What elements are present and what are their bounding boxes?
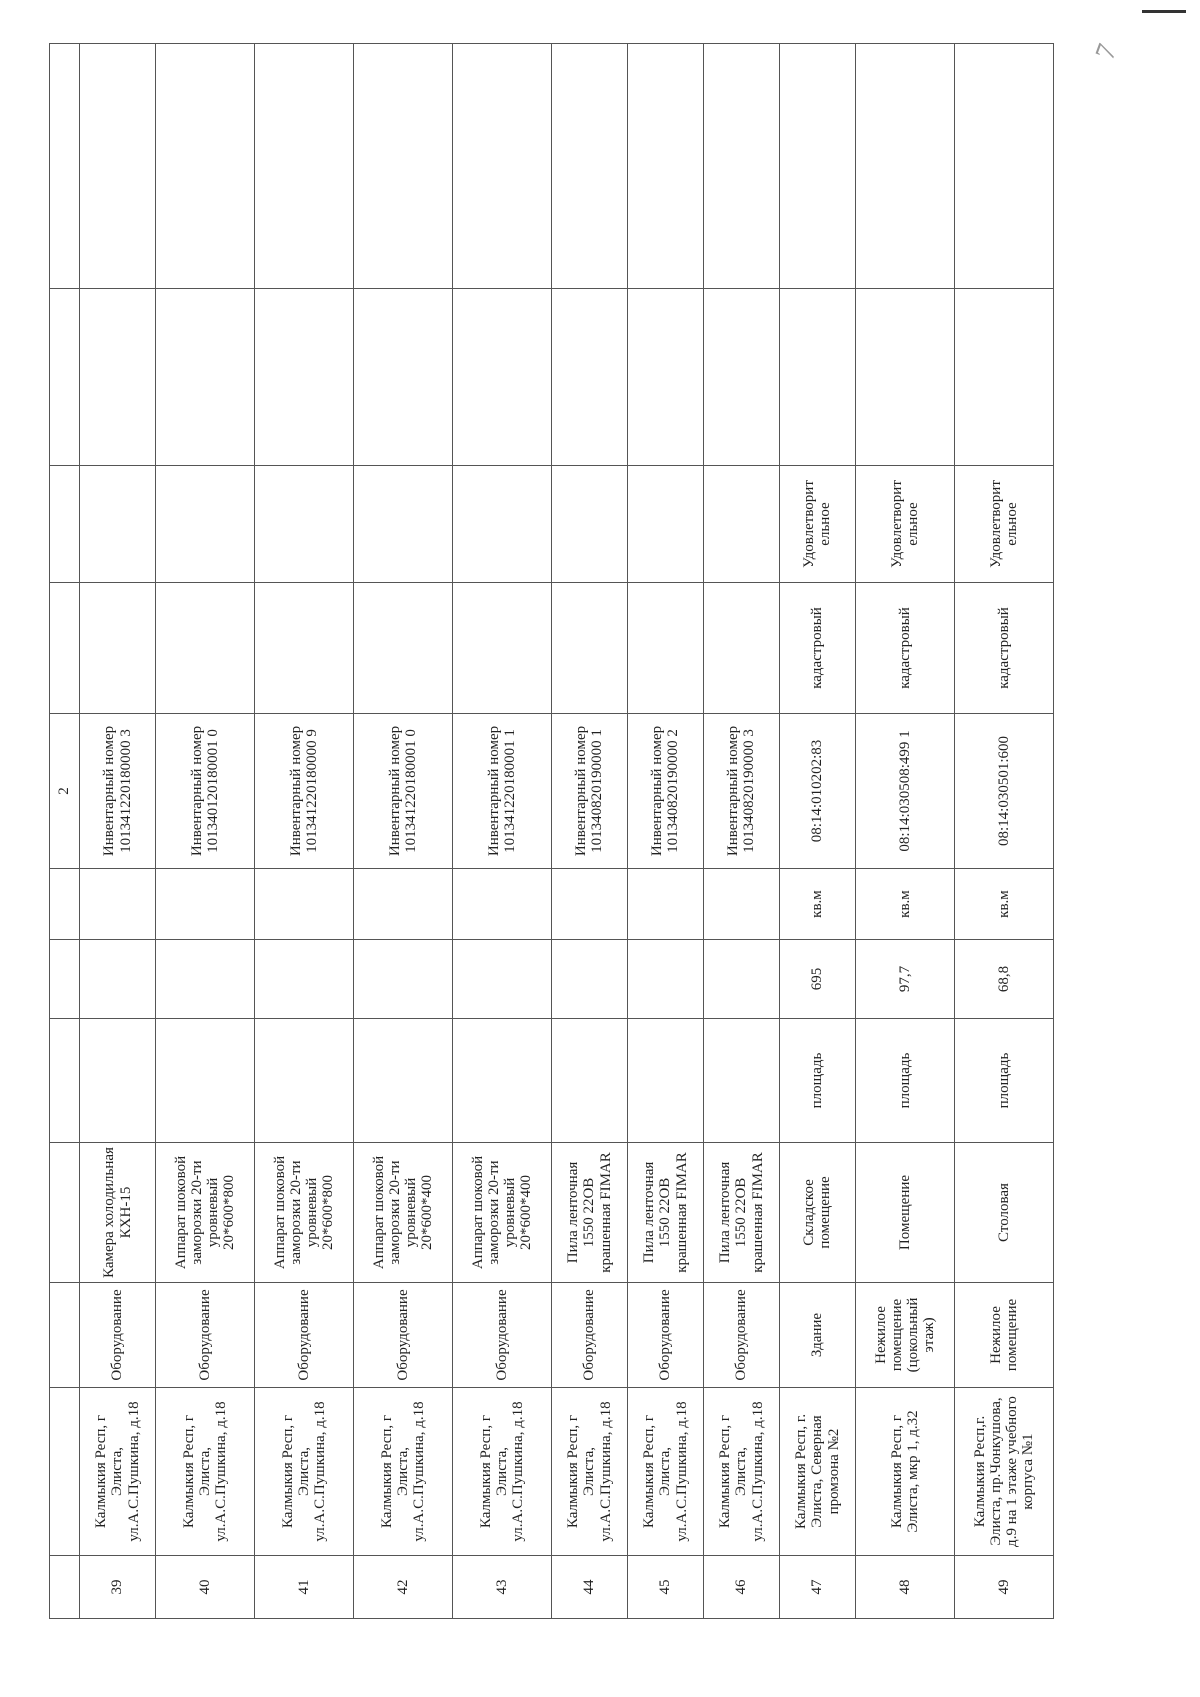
cell-empty bbox=[954, 44, 1053, 289]
cell-name: Аппарат шоковой заморозки 20-ти уровневый 20*600*400 bbox=[354, 1143, 453, 1283]
rotated-table-container bbox=[49, 44, 1054, 1619]
cell-state: Удовлетворит ельное bbox=[954, 466, 1053, 583]
cell-empty bbox=[156, 289, 255, 466]
cell-value bbox=[255, 940, 354, 1019]
cell-value bbox=[452, 940, 551, 1019]
cell-param bbox=[627, 1019, 703, 1143]
cell-unit bbox=[255, 869, 354, 940]
cell-name: Столовая bbox=[954, 1143, 1053, 1283]
cell-number: 08:14:030501:600 bbox=[954, 714, 1053, 869]
cell-address: Калмыкия Респ, г Элиста, ул.А.С.Пушкина, д.18 bbox=[627, 1388, 703, 1556]
table-row bbox=[452, 44, 551, 1619]
cell-number: 08:14:030508:499 1 bbox=[855, 714, 954, 869]
cell-empty bbox=[627, 289, 703, 466]
cell-empty bbox=[551, 44, 627, 289]
cell-address: Калмыкия Респ, г Элиста, ул.А.С.Пушкина, д.18 bbox=[255, 1388, 354, 1556]
cell-type: Оборудование bbox=[703, 1283, 779, 1388]
cell-num: 48 bbox=[855, 1556, 954, 1619]
cell-empty bbox=[452, 44, 551, 289]
cell-value bbox=[156, 940, 255, 1019]
cell-num-type: кадастровый bbox=[954, 583, 1053, 714]
corner-mark bbox=[1142, 10, 1186, 13]
header-name bbox=[50, 1143, 80, 1283]
cell-num-type bbox=[156, 583, 255, 714]
cell-number: Инвентарный номер 101340820190000 1 bbox=[551, 714, 627, 869]
cell-num: 47 bbox=[779, 1556, 855, 1619]
cell-param bbox=[255, 1019, 354, 1143]
cell-num: 44 bbox=[551, 1556, 627, 1619]
cell-name: Пила ленточная 1550 22ОВ крашенная FIMAR bbox=[627, 1143, 703, 1283]
cell-param bbox=[703, 1019, 779, 1143]
property-table bbox=[49, 43, 1054, 1619]
cell-unit bbox=[551, 869, 627, 940]
cell-empty bbox=[779, 44, 855, 289]
cell-state: Удовлетворит ельное bbox=[779, 466, 855, 583]
cell-num-type: кадастровый bbox=[779, 583, 855, 714]
table-row bbox=[703, 44, 779, 1619]
cell-state bbox=[703, 466, 779, 583]
cell-state: Удовлетворит ельное bbox=[855, 466, 954, 583]
cell-num-type bbox=[627, 583, 703, 714]
cell-type: Оборудование bbox=[156, 1283, 255, 1388]
cell-name: Пила ленточная 1550 22ОВ крашенная FIMAR bbox=[703, 1143, 779, 1283]
cell-empty bbox=[703, 289, 779, 466]
cell-address: Калмыкия Респ, г Элиста, ул.А.С.Пушкина, д.18 bbox=[452, 1388, 551, 1556]
cell-value: 695 bbox=[779, 940, 855, 1019]
cell-number: Инвентарный номер 101341220180001 1 bbox=[452, 714, 551, 869]
cell-empty bbox=[255, 289, 354, 466]
cell-param: площадь bbox=[779, 1019, 855, 1143]
cell-empty bbox=[855, 44, 954, 289]
cell-empty bbox=[255, 44, 354, 289]
header-state bbox=[50, 466, 80, 583]
header-c12 bbox=[50, 44, 80, 289]
cell-state bbox=[551, 466, 627, 583]
cell-state bbox=[255, 466, 354, 583]
cell-type: Здание bbox=[779, 1283, 855, 1388]
cell-type: Оборудование bbox=[452, 1283, 551, 1388]
cell-address: Калмыкия Респ, г. Элиста, Северная промзона №2 bbox=[779, 1388, 855, 1556]
cell-empty bbox=[627, 44, 703, 289]
cell-num-type bbox=[354, 583, 453, 714]
cell-name: Камера холодильная КХН-15 bbox=[80, 1143, 156, 1283]
table-row bbox=[855, 44, 954, 1619]
cell-unit bbox=[80, 869, 156, 940]
cell-num-type bbox=[703, 583, 779, 714]
cell-param bbox=[354, 1019, 453, 1143]
table-row bbox=[354, 44, 453, 1619]
cell-number: Инвентарный номер 101340820190000 3 bbox=[703, 714, 779, 869]
cell-number: Инвентарный номер 101341220180001 0 bbox=[354, 714, 453, 869]
cell-empty bbox=[779, 289, 855, 466]
cell-address: Калмыкия Респ, г Элиста, ул.А.С.Пушкина, д.18 bbox=[156, 1388, 255, 1556]
cell-empty bbox=[452, 289, 551, 466]
cell-param bbox=[80, 1019, 156, 1143]
cell-empty bbox=[354, 289, 453, 466]
cell-value bbox=[551, 940, 627, 1019]
table-row bbox=[156, 44, 255, 1619]
cell-state bbox=[80, 466, 156, 583]
cell-num-type bbox=[551, 583, 627, 714]
cell-type: Оборудование bbox=[627, 1283, 703, 1388]
cell-param bbox=[156, 1019, 255, 1143]
cell-empty bbox=[156, 44, 255, 289]
table-row bbox=[80, 44, 156, 1619]
header-num bbox=[50, 1556, 80, 1619]
cell-num: 45 bbox=[627, 1556, 703, 1619]
cell-unit bbox=[703, 869, 779, 940]
rotated-table-frame bbox=[49, 44, 1054, 1619]
cell-unit bbox=[156, 869, 255, 940]
table-row bbox=[551, 44, 627, 1619]
table-row bbox=[954, 44, 1053, 1619]
cell-type: Оборудование bbox=[551, 1283, 627, 1388]
cell-num: 43 bbox=[452, 1556, 551, 1619]
cell-num: 40 bbox=[156, 1556, 255, 1619]
cell-num: 46 bbox=[703, 1556, 779, 1619]
cell-num: 41 bbox=[255, 1556, 354, 1619]
cell-state bbox=[452, 466, 551, 583]
header-param bbox=[50, 1019, 80, 1143]
cell-address: Калмыкия Респ, г Элиста, мкр 1, д.32 bbox=[855, 1388, 954, 1556]
handwritten-page-number: 7 bbox=[1089, 39, 1124, 64]
cell-type: Оборудование bbox=[255, 1283, 354, 1388]
cell-name: Аппарат шоковой заморозки 20-ти уровневый 20*600*800 bbox=[255, 1143, 354, 1283]
cell-num: 42 bbox=[354, 1556, 453, 1619]
cell-address: Калмыкия Респ, г Элиста, ул.А.С.Пушкина, д.18 bbox=[551, 1388, 627, 1556]
cell-value: 97,7 bbox=[855, 940, 954, 1019]
cell-unit: кв.м bbox=[855, 869, 954, 940]
header-number: 2 bbox=[50, 714, 80, 869]
cell-state bbox=[354, 466, 453, 583]
cell-value bbox=[703, 940, 779, 1019]
cell-value: 68,8 bbox=[954, 940, 1053, 1019]
cell-number: 08:14:010202:83 bbox=[779, 714, 855, 869]
cell-empty bbox=[80, 44, 156, 289]
cell-name: Пила ленточная 1550 22ОВ крашенная FIMAR bbox=[551, 1143, 627, 1283]
cell-number: Инвентарный номер 101341220180000 3 bbox=[80, 714, 156, 869]
cell-param bbox=[452, 1019, 551, 1143]
table-row bbox=[779, 44, 855, 1619]
cell-unit: кв.м bbox=[779, 869, 855, 940]
cell-num-type: кадастровый bbox=[855, 583, 954, 714]
cell-name: Аппарат шоковой заморозки 20-ти уровневый 20*600*800 bbox=[156, 1143, 255, 1283]
cell-state bbox=[156, 466, 255, 583]
header-row bbox=[50, 44, 80, 1619]
cell-empty bbox=[954, 289, 1053, 466]
cell-type: Оборудование bbox=[354, 1283, 453, 1388]
cell-num-type bbox=[80, 583, 156, 714]
cell-param: площадь bbox=[954, 1019, 1053, 1143]
header-value bbox=[50, 940, 80, 1019]
cell-empty bbox=[551, 289, 627, 466]
cell-name: Помещение bbox=[855, 1143, 954, 1283]
table-row bbox=[627, 44, 703, 1619]
cell-num-type bbox=[452, 583, 551, 714]
cell-num: 49 bbox=[954, 1556, 1053, 1619]
cell-name: Складское помещение bbox=[779, 1143, 855, 1283]
cell-value bbox=[80, 940, 156, 1019]
cell-unit bbox=[627, 869, 703, 940]
header-unit bbox=[50, 869, 80, 940]
cell-num-type bbox=[255, 583, 354, 714]
header-c11 bbox=[50, 289, 80, 466]
cell-type: Оборудование bbox=[80, 1283, 156, 1388]
cell-empty bbox=[703, 44, 779, 289]
cell-address: Калмыкия Респ, г Элиста, ул.А.С.Пушкина, д.18 bbox=[80, 1388, 156, 1556]
cell-number: Инвентарный номер 101340120180001 0 bbox=[156, 714, 255, 869]
cell-address: Калмыкия Респ, г Элиста, ул.А.С.Пушкина, д.18 bbox=[354, 1388, 453, 1556]
cell-param bbox=[551, 1019, 627, 1143]
cell-num: 39 bbox=[80, 1556, 156, 1619]
header-type bbox=[50, 1283, 80, 1388]
cell-number: Инвентарный номер 101341220180000 9 bbox=[255, 714, 354, 869]
cell-value bbox=[354, 940, 453, 1019]
cell-state bbox=[627, 466, 703, 583]
cell-param: площадь bbox=[855, 1019, 954, 1143]
cell-address: Калмыкия Респ,г. Элиста, пр.Чонкушова, д.9 на 1 этаже учебного корпуса №1 bbox=[954, 1388, 1053, 1556]
cell-address: Калмыкия Респ, г Элиста, ул.А.С.Пушкина, д.18 bbox=[703, 1388, 779, 1556]
cell-unit: кв.м bbox=[954, 869, 1053, 940]
cell-name: Аппарат шоковой заморозки 20-ти уровневый 20*600*400 bbox=[452, 1143, 551, 1283]
table-row bbox=[255, 44, 354, 1619]
cell-number: Инвентарный номер 101340820190000 2 bbox=[627, 714, 703, 869]
cell-unit bbox=[354, 869, 453, 940]
cell-empty bbox=[354, 44, 453, 289]
cell-type: Нежилое помещение (цокольный этаж) bbox=[855, 1283, 954, 1388]
cell-empty bbox=[855, 289, 954, 466]
header-address bbox=[50, 1388, 80, 1556]
cell-unit bbox=[452, 869, 551, 940]
cell-type: Нежилое помещение bbox=[954, 1283, 1053, 1388]
cell-empty bbox=[80, 289, 156, 466]
cell-value bbox=[627, 940, 703, 1019]
header-numtype bbox=[50, 583, 80, 714]
